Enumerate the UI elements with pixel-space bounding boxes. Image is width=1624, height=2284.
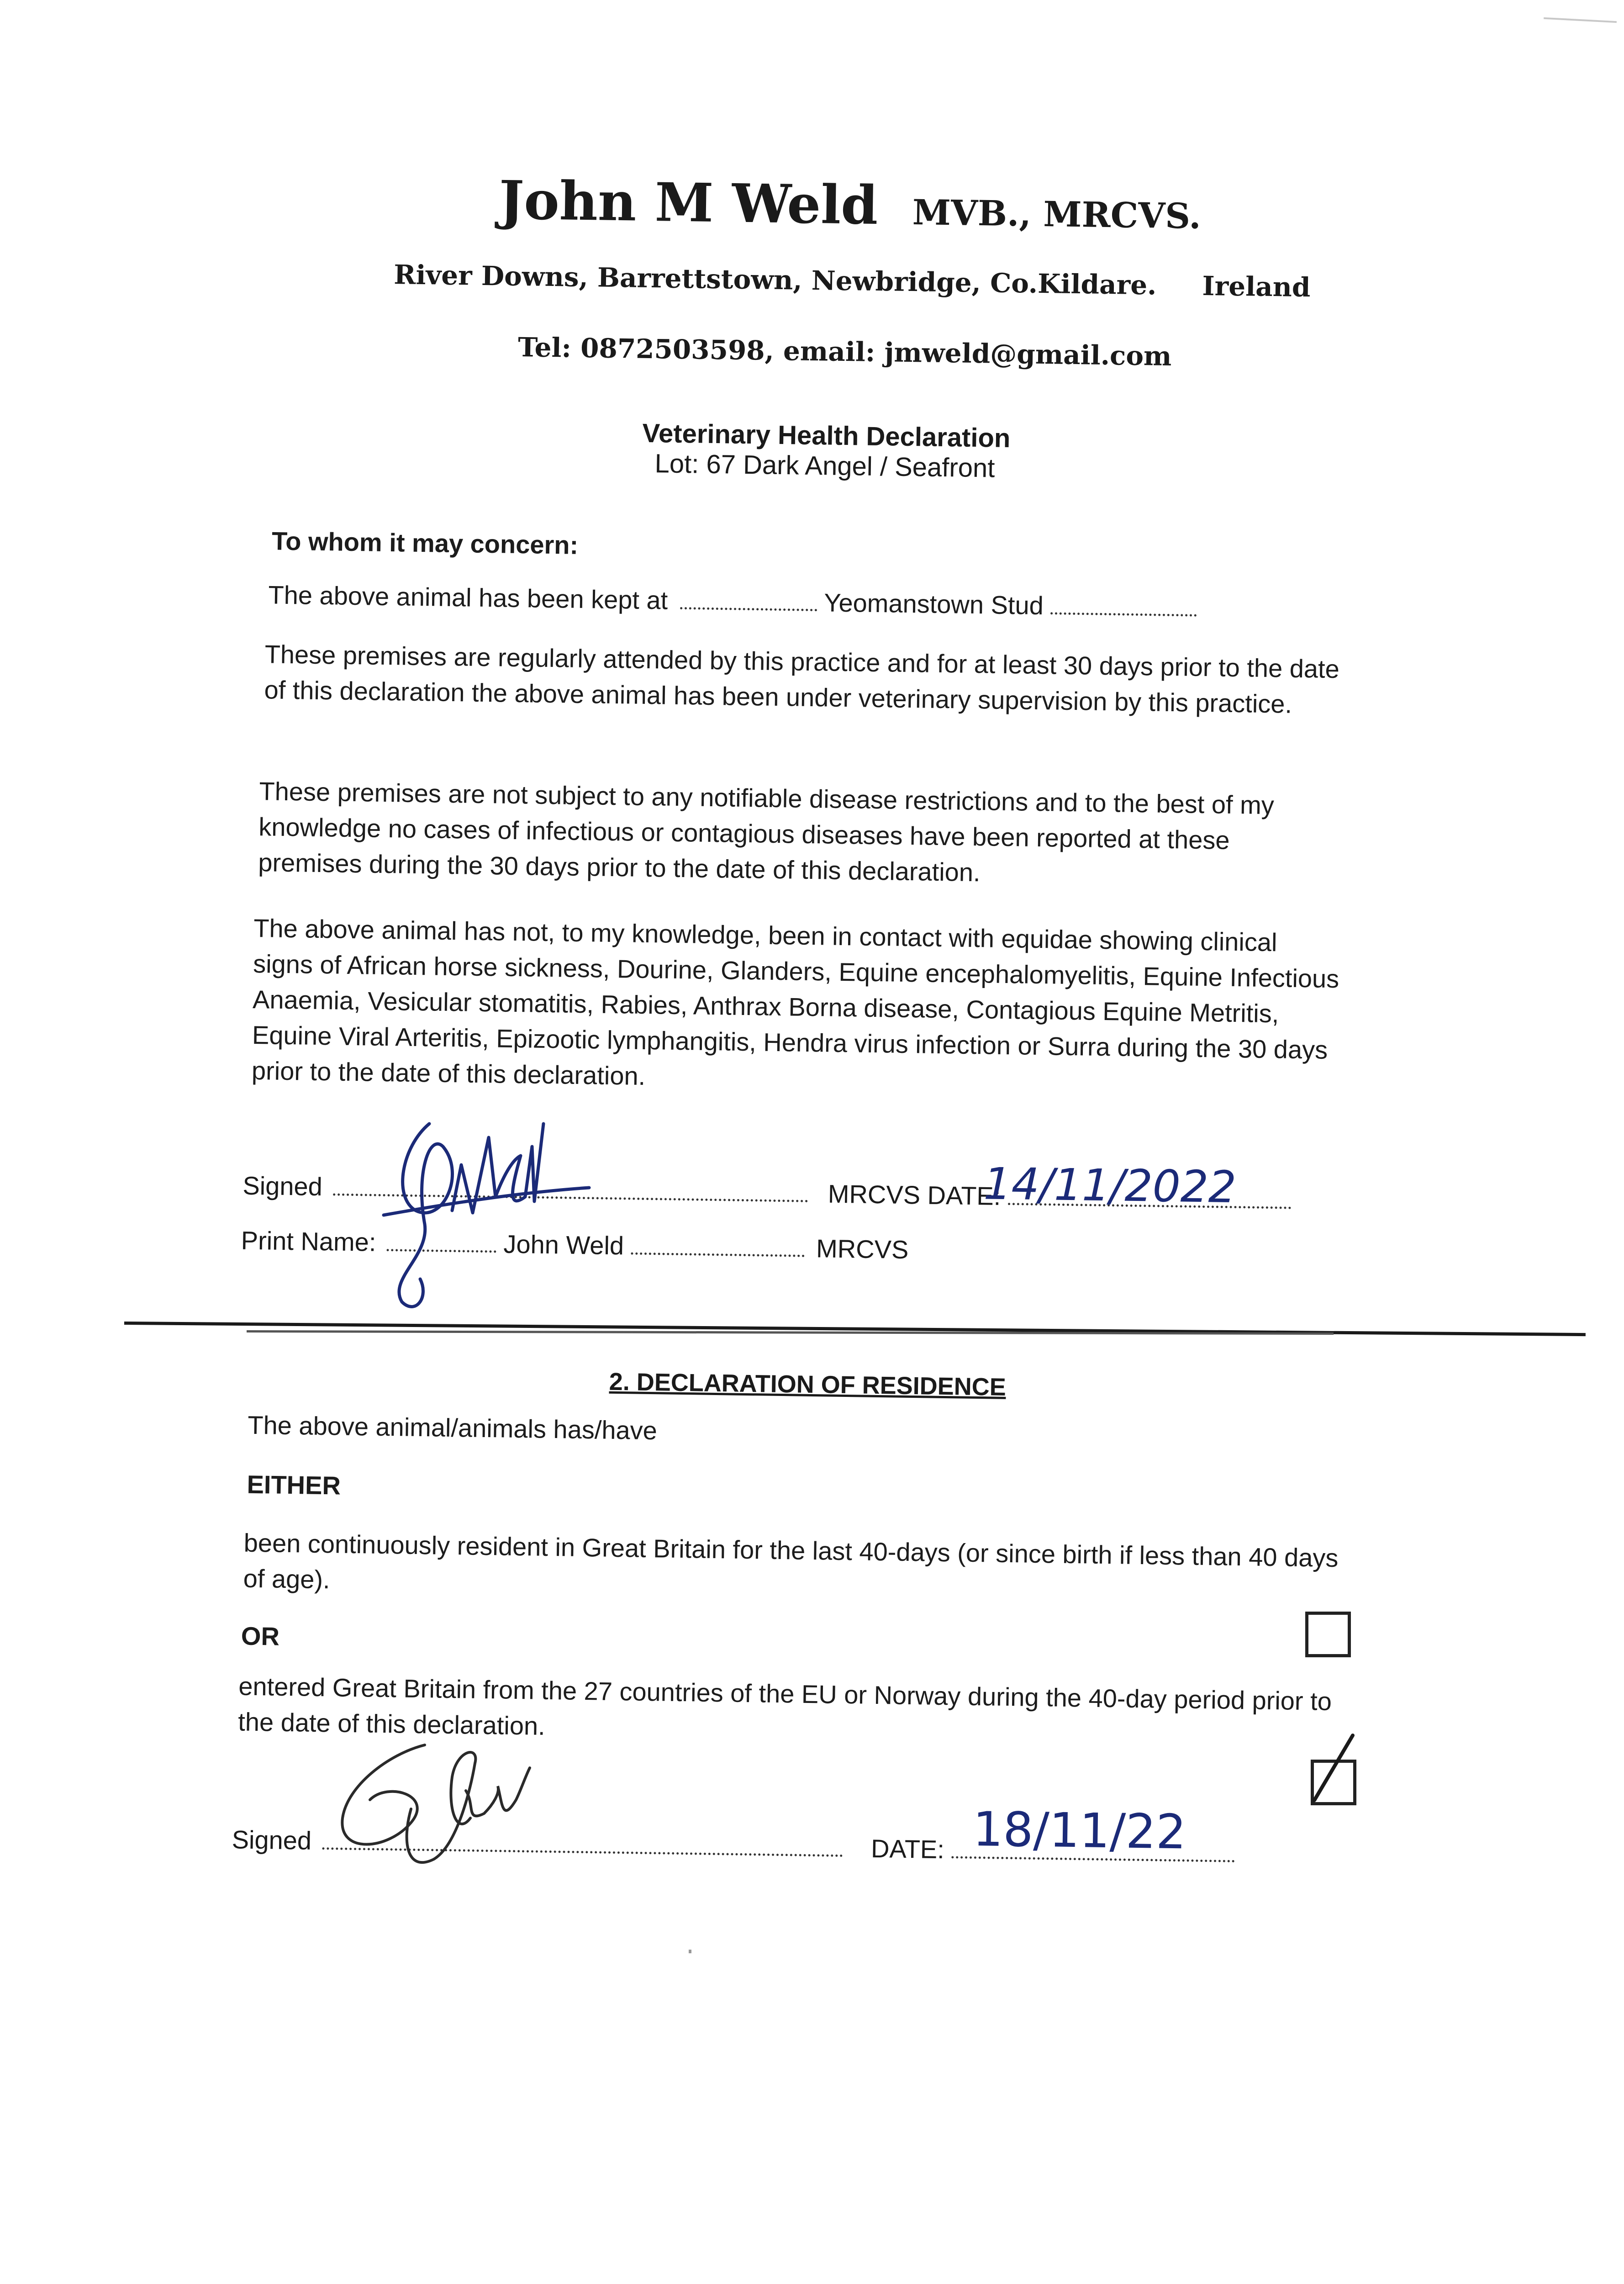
section-divider [124,1322,1586,1336]
or-label: OR [241,1621,280,1651]
residence-signed-label: Signed [232,1825,312,1855]
letterhead-address-line [394,259,1311,303]
residence-intro: The above animal/animals has/have [247,1410,658,1445]
print-name-label: Print Name: [241,1226,376,1257]
option1-checkbox[interactable] [1305,1612,1351,1657]
kept-at-line [268,577,1197,625]
practice-country: Ireland [1202,270,1311,303]
scan-speck [689,1950,691,1953]
either-label: EITHER [247,1470,341,1500]
dotted-line [631,1253,804,1257]
residence-title: 2. DECLARATION OF RESIDENCE [609,1368,1007,1401]
kept-at-value: Yeomanstown Stud [823,588,1044,620]
practitioner-name: John M Weld [498,169,879,237]
letterhead-name-line [499,169,1202,241]
option2-checkbox[interactable] [1311,1760,1356,1805]
print-name-suffix: MRCVS [816,1234,909,1264]
mrcvs-date-label: MRCVS DATE: [828,1179,1001,1211]
dotted-line [680,607,817,611]
practitioner-credentials: MVB., MRCVS. [912,192,1202,237]
disease-contact-paragraph: The above animal has not, to my knowledge, been in contact with equidae showing clinical signs of African horse sickness, Dourine, Glanders, Equine encephalomyelitis, Equine Infectious Anaemia, Vesicular stomatitis, Rabies, Anthrax Borna disease, Contagious Equine Metritis, Equine Viral Arteritis, Epizootic lymphangitis, Hendra virus infection or Surra during the 30 days prior to the date of this declaration. [251,913,1339,1090]
checkbox-tick-mark [1311,1732,1356,1805]
restrictions-paragraph: These premises are not subject to any notifiable disease restrictions and to the best of my knowledge no cases of infectious or contagious diseases have been reported at these premises during the 30 days prior to the date of this declaration. [258,777,1275,887]
signed-label: Signed [243,1171,323,1201]
residence-date-value: 18/11/22 [972,1801,1187,1860]
practice-contact: Tel: 0872503598, email: jmweld@gmail.com [517,331,1172,372]
section-health-declaration [0,409,1624,1327]
section-residence [0,1359,1624,1930]
dotted-line [1050,612,1197,616]
scan-mark [1544,17,1617,23]
option2-text: entered Great Britain from the 27 countries of the EU or Norway during the 40-day period prior to the date of this declaration. [237,1671,1332,1740]
kept-at-label: The above animal has been kept at [268,580,668,615]
residence-date-label: DATE: [870,1834,945,1864]
mrcvs-date-value: 14/11/2022 [983,1158,1237,1213]
lot-description: Lot: 67 Dark Angel / Seafront [654,449,995,483]
letterhead [0,162,1624,413]
print-name-value: John Weld [503,1229,624,1260]
practice-address: River Downs, Barrettstown, Newbridge, Co.Kildare. [393,259,1157,301]
supervision-paragraph: These premises are regularly attended by this practice and for at least 30 days prior to the date of this declaration the above animal has been under veterinary supervision by this practice. [264,640,1340,719]
vet-signature-1 [374,1105,612,1316]
option1-text: been continuously resident in Great Britain for the last 40-days (or since birth if less than 40 days of age). [243,1528,1339,1594]
declaration-title: Veterinary Health Declaration [642,418,1011,453]
vet-signature-2 [320,1736,575,1891]
salutation: To whom it may concern: [271,526,579,560]
